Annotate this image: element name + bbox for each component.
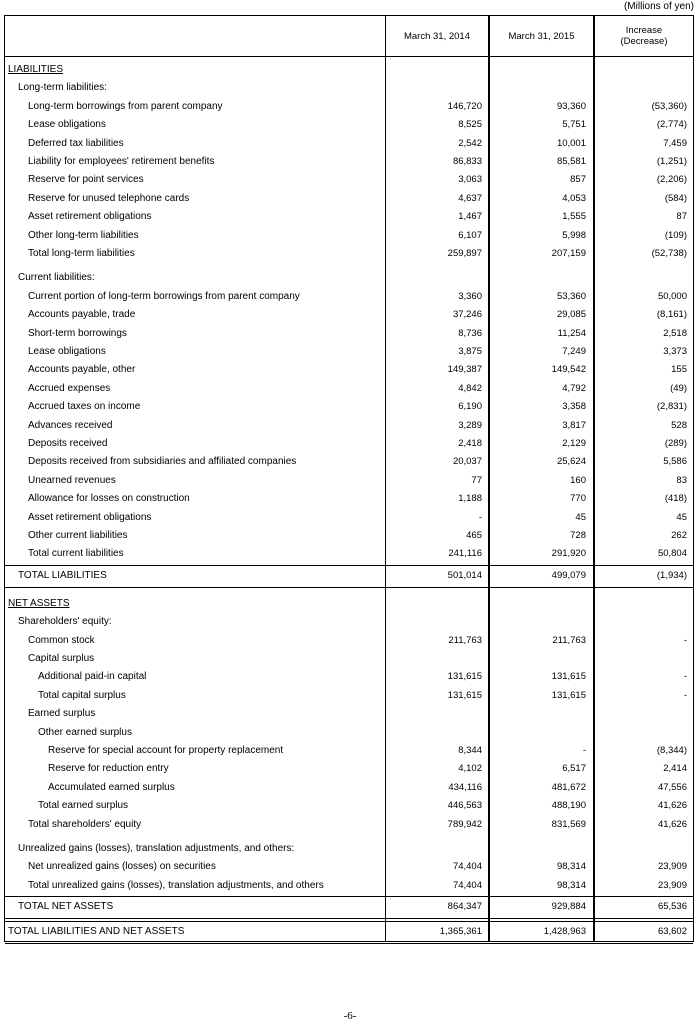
table-row — [5, 545, 693, 563]
cell-v2: 857 — [570, 174, 586, 186]
row-label: Unrealized gains (losses), translation adjustments, and others: — [18, 843, 295, 854]
table-row — [5, 668, 693, 686]
group-row — [5, 79, 693, 97]
table-row — [5, 509, 693, 527]
cell-v3: 5,586 — [663, 456, 687, 468]
cell-v2: 4,053 — [562, 192, 586, 204]
table-row — [5, 288, 693, 306]
row-label: Liability for employees' retirement benefits — [28, 156, 215, 167]
cell-v2: 488,190 — [551, 800, 586, 812]
cell-v3: (8,344) — [656, 745, 687, 756]
table-row — [5, 171, 693, 189]
row-label: NET ASSETS — [8, 597, 70, 609]
cell-v1: 20,037 — [452, 456, 482, 468]
row-label: Reserve for unused telephone cards — [28, 192, 190, 204]
section-row — [5, 595, 693, 613]
group-row — [5, 724, 693, 742]
table-row — [5, 227, 693, 245]
cell-v3: (52,738) — [651, 248, 687, 259]
table-row — [5, 190, 693, 208]
cell-v3: 528 — [671, 419, 687, 431]
cell-v1: 131,615 — [447, 689, 482, 701]
cell-v2: 929,884 — [551, 901, 586, 913]
section-row — [5, 61, 693, 79]
cell-v3: (2,206) — [656, 174, 687, 186]
cell-v2: 98,314 — [556, 879, 586, 891]
cell-v1: 241,116 — [448, 548, 482, 560]
row-label: Other long-term liabilities — [28, 229, 139, 241]
cell-v3: 63,602 — [657, 926, 687, 938]
row-label: Deferred tax liabilities — [28, 137, 124, 149]
row-label: Earned surplus — [28, 708, 96, 720]
table-row — [5, 490, 693, 508]
cell-v2: 5,998 — [562, 229, 586, 241]
total-rule — [5, 921, 693, 922]
row-label: Shareholders' equity: — [18, 616, 112, 628]
cell-v3: 41,626 — [657, 818, 687, 830]
cell-v2: 10,001 — [556, 137, 586, 149]
cell-v1: 789,942 — [447, 818, 482, 830]
row-label: Other earned surplus — [38, 726, 132, 738]
row-label: Total earned surplus — [38, 800, 129, 812]
group-row — [5, 650, 693, 668]
cell-v3: (49) — [670, 382, 687, 394]
cell-v1: 1,188 — [458, 493, 482, 505]
cell-v3: 3,373 — [663, 346, 687, 357]
table-row — [5, 380, 693, 398]
cell-v3: (2,831) — [656, 401, 687, 413]
cell-v1: 77 — [471, 474, 482, 486]
cell-v2: 131,615 — [551, 689, 586, 701]
cell-v2: 291,920 — [551, 548, 586, 560]
cell-v3: 2,518 — [663, 327, 687, 339]
cell-v2: 29,085 — [556, 309, 586, 321]
cell-v1: 8,344 — [458, 745, 482, 756]
table-row — [5, 760, 693, 778]
row-label: Short-term borrowings — [28, 327, 127, 339]
row-label: Total capital surplus — [38, 689, 126, 701]
table-row — [5, 472, 693, 490]
row-label: Net unrealized gains (losses) on securities — [28, 861, 216, 873]
cell-v2: 481,672 — [551, 781, 586, 793]
row-label: Long-term borrowings from parent company — [28, 100, 223, 112]
cell-v3: 50,000 — [657, 290, 687, 302]
row-label: Lease obligations — [28, 346, 106, 357]
cell-v1: 864,347 — [447, 901, 482, 913]
total-rule — [5, 587, 693, 588]
header-increase-line1: Increase — [625, 25, 663, 36]
cell-v2: 7,249 — [562, 346, 586, 357]
table-row — [5, 923, 693, 941]
row-label: Unearned revenues — [28, 474, 116, 486]
cell-v1: 446,563 — [447, 800, 482, 812]
cell-v1: 8,736 — [458, 327, 482, 339]
cell-v2: 728 — [570, 530, 586, 541]
cell-v2: 207,159 — [551, 248, 586, 259]
cell-v3: 83 — [676, 474, 687, 486]
cell-v3: 47,556 — [657, 781, 687, 793]
cell-v2: 85,581 — [556, 156, 586, 167]
cell-v3: 50,804 — [657, 548, 687, 560]
header-rule — [5, 56, 693, 57]
cell-v3: 7,459 — [663, 137, 687, 149]
row-label: Accounts payable, other — [28, 364, 136, 376]
cell-v2: 160 — [570, 474, 586, 486]
cell-v3: (289) — [664, 438, 687, 449]
cell-v3: (418) — [664, 493, 687, 505]
cell-v2: 45 — [575, 511, 586, 523]
table-row — [5, 398, 693, 416]
row-label: Additional paid-in capital — [38, 671, 147, 683]
cell-v2: 3,817 — [562, 419, 586, 431]
cell-v1: 149,387 — [447, 364, 482, 376]
cell-v2: 4,792 — [562, 382, 586, 394]
group-row — [5, 840, 693, 858]
row-label: Long-term liabilities: — [18, 82, 107, 94]
header-march-2015: March 31, 2015 — [508, 30, 575, 42]
cell-v2: 149,542 — [551, 364, 586, 376]
cell-v3: 87 — [676, 211, 687, 223]
table-row — [5, 816, 693, 834]
cell-v1: 74,404 — [452, 861, 482, 873]
row-label: Deposits received from subsidiaries and affiliated companies — [28, 456, 297, 468]
row-label: Deposits received — [28, 438, 108, 449]
cell-v3: (584) — [664, 192, 687, 204]
table-row — [5, 135, 693, 153]
cell-v2: 6,517 — [562, 763, 586, 775]
table-row — [5, 306, 693, 324]
row-label: Asset retirement obligations — [28, 511, 152, 523]
cell-v1: 3,875 — [458, 346, 482, 357]
table-row — [5, 435, 693, 453]
cell-v2: 3,358 — [562, 401, 586, 413]
row-label: TOTAL NET ASSETS — [18, 901, 114, 913]
cell-v1: 74,404 — [452, 879, 482, 891]
table-row — [5, 797, 693, 815]
cell-v1: 2,542 — [458, 137, 482, 149]
cell-v3: (1,934) — [656, 569, 687, 581]
cell-v2: 1,555 — [562, 211, 586, 223]
grand-total-rule — [5, 943, 693, 944]
cell-v1: 3,360 — [458, 290, 482, 302]
total-rule — [5, 918, 693, 919]
header-increase-line2: (Decrease) — [620, 36, 668, 47]
table-row — [5, 567, 693, 585]
cell-v2: - — [582, 745, 586, 756]
table-row — [5, 208, 693, 226]
row-label: Lease obligations — [28, 119, 106, 131]
row-label: Total unrealized gains (losses), translation adjustments, and others — [28, 879, 324, 891]
table-row — [5, 877, 693, 895]
cell-v1: 4,102 — [458, 763, 482, 775]
cell-v3: 23,909 — [657, 861, 687, 873]
cell-v3: 23,909 — [657, 879, 687, 891]
table-row — [5, 527, 693, 545]
row-label: Reserve for special account for property replacement — [48, 745, 284, 756]
table-row — [5, 98, 693, 116]
row-label: Current portion of long-term borrowings from parent company — [28, 290, 300, 302]
table-row — [5, 779, 693, 797]
table-row — [5, 417, 693, 435]
cell-v2: 131,615 — [551, 671, 586, 683]
cell-v1: 37,246 — [452, 309, 482, 321]
balance-sheet-table — [4, 15, 694, 942]
cell-v1: 1,467 — [458, 211, 482, 223]
table-row — [5, 742, 693, 760]
cell-v3: 155 — [671, 364, 687, 376]
cell-v1: 1,365,361 — [439, 926, 482, 938]
table-row — [5, 687, 693, 705]
cell-v3: (2,774) — [656, 119, 687, 131]
table-row — [5, 325, 693, 343]
cell-v1: 3,289 — [458, 419, 482, 431]
cell-v3: - — [683, 689, 687, 701]
table-row — [5, 858, 693, 876]
total-rule — [5, 565, 693, 566]
cell-v3: (8,161) — [656, 309, 687, 321]
cell-v1: 3,063 — [458, 174, 482, 186]
row-label: Advances received — [28, 419, 113, 431]
cell-v3: (109) — [664, 229, 687, 241]
cell-v2: 5,751 — [562, 119, 586, 131]
table-row — [5, 453, 693, 471]
cell-v1: 4,637 — [458, 192, 482, 204]
cell-v2: 11,254 — [557, 327, 586, 339]
row-label: TOTAL LIABILITIES — [18, 569, 107, 581]
unit-note: (Millions of yen) — [623, 1, 694, 12]
cell-v3: 65,536 — [657, 901, 687, 913]
cell-v1: 6,107 — [458, 229, 482, 241]
cell-v1: - — [478, 511, 482, 523]
group-row — [5, 269, 693, 287]
cell-v1: 465 — [466, 530, 482, 541]
cell-v1: 211,763 — [448, 634, 482, 646]
cell-v1: 8,525 — [458, 119, 482, 131]
cell-v3: - — [683, 634, 687, 646]
cell-v2: 93,360 — [556, 100, 586, 112]
row-label: Accumulated earned surplus — [48, 781, 175, 793]
table-row — [5, 153, 693, 171]
row-label: Asset retirement obligations — [28, 211, 152, 223]
row-label: TOTAL LIABILITIES AND NET ASSETS — [8, 926, 185, 938]
cell-v3: - — [683, 671, 687, 683]
cell-v3: 45 — [676, 511, 687, 523]
row-label: Other current liabilities — [28, 530, 128, 541]
row-label: Capital surplus — [28, 653, 95, 664]
row-label: Allowance for losses on construction — [28, 493, 190, 505]
total-rule — [5, 896, 693, 897]
cell-v2: 211,763 — [552, 634, 586, 646]
cell-v1: 4,842 — [458, 382, 482, 394]
cell-v3: 2,414 — [663, 763, 687, 775]
cell-v1: 146,720 — [447, 100, 482, 112]
cell-v2: 98,314 — [556, 861, 586, 873]
row-label: Accounts payable, trade — [28, 309, 136, 321]
cell-v1: 131,615 — [447, 671, 482, 683]
table-row — [5, 898, 693, 916]
cell-v2: 831,569 — [551, 818, 586, 830]
cell-v1: 501,014 — [447, 569, 482, 581]
cell-v2: 1,428,963 — [543, 926, 586, 938]
row-label: Accrued taxes on income — [28, 401, 141, 413]
table-row — [5, 245, 693, 263]
cell-v3: (53,360) — [651, 100, 687, 112]
row-label: Total current liabilities — [28, 548, 124, 560]
row-label: Reserve for reduction entry — [48, 763, 169, 775]
row-label: Common stock — [28, 634, 95, 646]
header-increase — [595, 16, 693, 56]
group-row — [5, 613, 693, 631]
table-row — [5, 343, 693, 361]
cell-v1: 86,833 — [452, 156, 482, 167]
cell-v2: 499,079 — [551, 569, 586, 581]
row-label: Reserve for point services — [28, 174, 144, 186]
cell-v1: 6,190 — [458, 401, 482, 413]
cell-v3: 262 — [671, 530, 687, 541]
table-row — [5, 361, 693, 379]
cell-v2: 770 — [570, 493, 586, 505]
row-label: LIABILITIES — [8, 64, 64, 75]
cell-v1: 434,116 — [448, 781, 482, 793]
row-label: Current liabilities: — [18, 272, 95, 284]
cell-v2: 53,360 — [556, 290, 586, 302]
page-number: -6- — [343, 1010, 357, 1022]
cell-v1: 2,418 — [458, 438, 482, 449]
row-label: Total long-term liabilities — [28, 248, 135, 259]
cell-v3: 41,626 — [657, 800, 687, 812]
row-label: Total shareholders' equity — [28, 818, 142, 830]
table-row — [5, 116, 693, 134]
header-march-2014: March 31, 2014 — [403, 30, 470, 42]
table-row — [5, 632, 693, 650]
cell-v3: (1,251) — [656, 156, 687, 167]
row-label: Accrued expenses — [28, 382, 111, 394]
cell-v2: 2,129 — [562, 438, 586, 449]
cell-v2: 25,624 — [556, 456, 586, 468]
group-row — [5, 705, 693, 723]
cell-v1: 259,897 — [447, 248, 482, 259]
